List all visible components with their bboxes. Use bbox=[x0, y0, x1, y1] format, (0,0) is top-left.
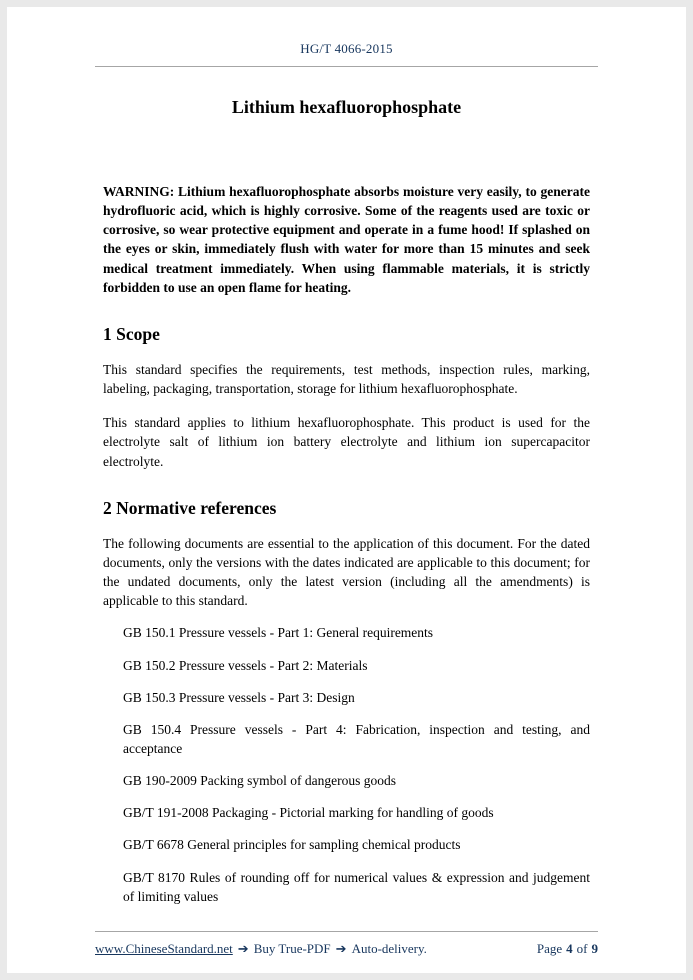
reference-item: GB 190-2009 Packing symbol of dangerous goods bbox=[123, 773, 396, 789]
page-label: Page bbox=[536, 941, 563, 956]
content-area bbox=[7, 182, 686, 906]
scope-paragraph-2: This standard applies to lithium hexafluorophosphate. This product is used for the electrolyte salt of lithium ion battery electrolyte and lithium ion supercapacitor electrolyte. bbox=[103, 415, 590, 469]
arrow-right-icon: ➔ bbox=[237, 941, 249, 956]
section-heading-scope: 1 Scope bbox=[103, 323, 160, 344]
reference-item: GB 150.3 Pressure vessels - Part 3: Design bbox=[123, 689, 355, 705]
warning-paragraph: WARNING: Lithium hexafluorophosphate absorbs moisture very easily, to generate hydrofluoric acid, which is highly corrosive. Some of the reagents used are toxic or corrosive, so wear protective equipment and operate in a fume hood! If splashed on the eyes or skin, immediately flush with water for more than 15 minutes and seek medical treatment immediately. When using flammable materials, it is strictly forbidden to use an open flame for heating. bbox=[103, 184, 590, 295]
chinesestandard-link[interactable]: www.ChineseStandard.net bbox=[95, 941, 233, 956]
total-pages: 9 bbox=[591, 941, 598, 956]
of-label: of bbox=[576, 941, 588, 956]
reference-item: GB 150.1 Pressure vessels - Part 1: General requirements bbox=[123, 625, 434, 641]
scope-paragraph-1: This standard specifies the requirements, test methods, inspection rules, marking, labeling, packaging, transportation, storage for lithium hexafluorophosphate. bbox=[103, 361, 590, 397]
header-divider bbox=[95, 66, 598, 67]
section-heading-normative-references: 2 Normative references bbox=[103, 497, 277, 518]
reference-item: GB/T 6678 General principles for sampling chemical products bbox=[123, 837, 461, 853]
arrow-right-icon: ➔ bbox=[335, 941, 347, 956]
footer-buy-text: Buy True-PDF bbox=[253, 941, 331, 956]
page-footer bbox=[95, 931, 598, 957]
footer-delivery-text: Auto-delivery. bbox=[351, 941, 427, 956]
normative-references-intro: The following documents are essential to the application of this document. For the dated documents, only the versions with the dates indicated are applicable to this document; for the undated documents, only the latest version (including all the amendments) is applicable to this standard. bbox=[103, 535, 590, 609]
reference-item: GB/T 191-2008 Packaging - Pictorial marking for handling of goods bbox=[123, 805, 494, 821]
reference-list bbox=[103, 623, 590, 906]
document-title: Lithium hexafluorophosphate bbox=[231, 97, 462, 117]
page-indicator bbox=[533, 941, 598, 957]
reference-item: GB/T 8170 Rules of rounding off for numerical values & expression and judgement of limiting values bbox=[123, 869, 590, 904]
reference-item: GB 150.2 Pressure vessels - Part 2: Materials bbox=[123, 657, 368, 673]
page-number: 4 bbox=[566, 941, 573, 956]
header-doc-number: HG/T 4066-2015 bbox=[300, 41, 393, 56]
reference-item: GB 150.4 Pressure vessels - Part 4: Fabrication, inspection and testing, and acceptance bbox=[123, 721, 590, 756]
footer-promo bbox=[95, 941, 427, 957]
document-page bbox=[7, 7, 686, 973]
